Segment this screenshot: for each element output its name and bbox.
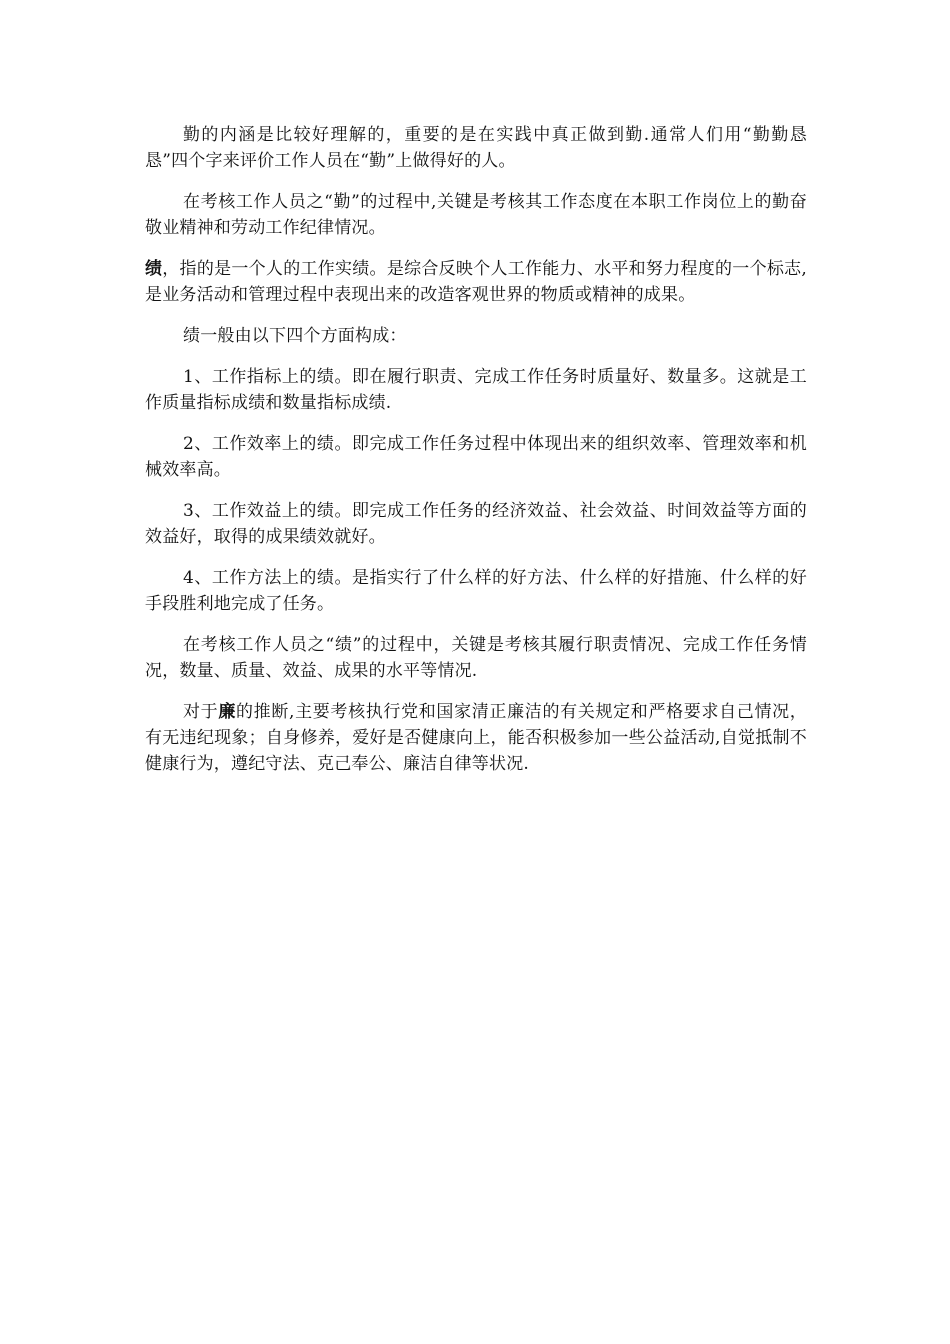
paragraph-performance-aspects: 绩一般由以下四个方面构成： <box>183 326 407 346</box>
paragraph-aspect-1: 1、工作指标上的绩。即在履行职责、完成工作任务时质量好、数量多。这就是工作质量指标成绩和数量指标成绩. <box>145 367 807 413</box>
paragraph-diligence-meaning: 勤的内涵是比较好理解的，重要的是在实践中真正做到勤.通常人们用“勤勤恳恳”四个字来评价工作人员在“勤”上做得好的人。 <box>145 125 807 171</box>
paragraph-aspect-2: 2、工作效率上的绩。即完成工作任务过程中体现出来的组织效率、管理效率和机械效率高。 <box>145 434 807 480</box>
paragraph-aspect-4: 4、工作方法上的绩。是指实行了什么样的好方法、什么样的好措施、什么样的好手段胜利地完成了任务。 <box>145 568 807 614</box>
paragraph-integrity-text: 的推断,主要考核执行党和国家清正廉洁的有关规定和严格要求自己情况，有无违纪现象；自身修养，爱好是否健康向上，能否积极参加一些公益活动,自觉抵制不健康行为，遵纪守法、克己奉公、廉洁自律等状况. <box>145 702 807 774</box>
paragraph-performance-text: ，指的是一个人的工作实绩。是综合反映个人工作能力、水平和努力程度的一个标志,是业务活动和管理过程中表现出来的改造客观世界的物质或精神的成果。 <box>145 259 807 305</box>
paragraph-performance-assessment: 在考核工作人员之“绩”的过程中，关键是考核其履行职责情况、完成工作任务情况，数量、质量、效益、成果的水平等情况. <box>145 635 807 681</box>
term-integrity: 廉 <box>218 702 237 722</box>
paragraph-integrity-prefix: 对于 <box>183 702 219 722</box>
term-performance: 绩 <box>145 259 163 279</box>
document-page <box>145 122 807 792</box>
paragraph-diligence-assessment: 在考核工作人员之“勤”的过程中,关键是考核其工作态度在本职工作岗位上的勤奋敬业精神和劳动工作纪律情况。 <box>145 192 807 238</box>
paragraph-aspect-3: 3、工作效益上的绩。即完成工作任务的经济效益、社会效益、时间效益等方面的效益好，取得的成果绩效就好。 <box>145 501 807 547</box>
paragraph-integrity-assessment <box>145 699 807 777</box>
paragraph-performance-definition <box>145 256 807 308</box>
